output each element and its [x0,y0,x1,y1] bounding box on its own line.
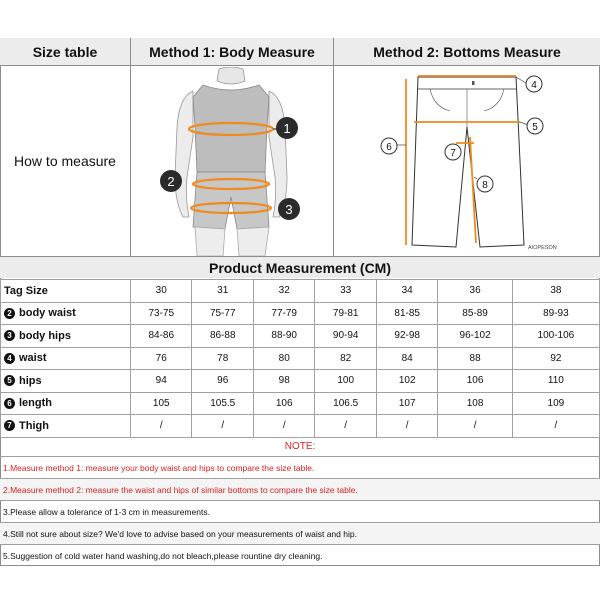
row-label-text: Thigh [19,419,49,432]
table-cell: 80 [253,347,314,370]
table-cell: 98 [253,370,314,393]
size-table-header: Size table [0,38,130,66]
table-cell: 102 [376,370,437,393]
row-label-text: body hips [19,329,71,342]
number-badge-icon: 7 [4,420,15,431]
size-header-cell: 36 [438,280,512,303]
tag-size-label: Tag Size [1,280,131,303]
marker-label: 3 [285,202,293,217]
table-cell: 109 [512,392,599,415]
row-label [1,325,131,348]
table-cell: / [192,415,253,438]
table-cell: 92 [512,347,599,370]
table-cell: 85-89 [438,302,512,325]
marker-label: 2 [167,174,175,189]
table-cell: 84 [376,347,437,370]
marker-label: 7 [450,148,456,159]
row-label [1,370,131,393]
table-cell: / [438,415,512,438]
size-header-cell: 32 [253,280,314,303]
row-label [1,347,131,370]
table-row [1,392,600,415]
brand-watermark: AIOPESON [528,245,557,251]
table-cell: 82 [315,347,376,370]
marker-label: 8 [482,180,488,191]
note-line: 2.Measure method 2: measure the waist and hips of similar bottoms to compare the size table. [0,478,600,500]
size-header-cell: 33 [315,280,376,303]
row-label-text: hips [19,374,42,387]
table-row [1,302,600,325]
table-cell: 100-106 [512,325,599,348]
how-to-measure-label: How to measure [14,153,116,169]
table-cell: / [315,415,376,438]
size-header-cell: 31 [192,280,253,303]
row-label-text: length [19,397,52,410]
table-cell: 96-102 [438,325,512,348]
table-row [1,325,600,348]
table-cell: 89-93 [512,302,599,325]
table-cell: 90-94 [315,325,376,348]
table-row [1,415,600,438]
table-cell: 100 [315,370,376,393]
note-line: 5.Suggestion of cold water hand washing,do not bleach,please rountine dry cleaning. [0,544,600,566]
marker-label: 5 [532,122,538,133]
table-row [1,370,600,393]
row-label-text: body waist [19,307,76,320]
table-cell: 81-85 [376,302,437,325]
table-cell: 94 [131,370,192,393]
table-cell: 110 [512,370,599,393]
table-cell: 76 [131,347,192,370]
number-badge-icon: 2 [4,308,15,319]
note-line: 4.Still not sure about size? We'd love to advise based on your measurements of waist and hip. [0,522,600,544]
table-cell: 79-81 [315,302,376,325]
table-cell: / [512,415,599,438]
table-cell: 106 [253,392,314,415]
table-row [1,280,600,303]
table-cell: 106.5 [315,392,376,415]
row-label [1,302,131,325]
table-cell: / [253,415,314,438]
table-cell: 106 [438,370,512,393]
number-badge-icon: 3 [4,330,15,341]
table-cell: / [376,415,437,438]
table-cell: 78 [192,347,253,370]
table-cell: 92-98 [376,325,437,348]
product-measurement-title: Product Measurement (CM) [0,257,600,278]
note-line: 3.Please allow a tolerance of 1-3 cm in measurements. [0,500,600,522]
table-cell: 73-75 [131,302,192,325]
table-row [1,347,600,370]
size-table [0,279,600,438]
table-cell: 86-88 [192,325,253,348]
number-badge-icon: 4 [4,353,15,364]
size-header-cell: 38 [512,280,599,303]
row-label [1,392,131,415]
table-cell: 75-77 [192,302,253,325]
size-header-cell: 30 [131,280,192,303]
table-cell: 84-86 [131,325,192,348]
table-cell: 88 [438,347,512,370]
table-cell: 77-79 [253,302,314,325]
row-label [1,415,131,438]
size-header-cell: 34 [376,280,437,303]
number-badge-icon: 6 [4,398,15,409]
note-line: 1.Measure method 1: measure your body waist and hips to compare the size table. [0,456,600,478]
marker-label: 4 [531,80,537,91]
table-cell: 108 [438,392,512,415]
marker-label: 6 [386,142,392,153]
method2-header: Method 2: Bottoms Measure [334,38,600,66]
table-cell: 105 [131,392,192,415]
table-cell: 107 [376,392,437,415]
note-title: NOTE: [284,440,316,452]
table-cell: 105.5 [192,392,253,415]
table-cell: 96 [192,370,253,393]
marker-label: 1 [283,121,291,136]
method1-header: Method 1: Body Measure [131,38,333,66]
number-badge-icon: 5 [4,375,15,386]
bottoms-measure-illustration [334,67,600,256]
table-cell: / [131,415,192,438]
row-label-text: waist [19,352,47,365]
body-measure-illustration [131,67,333,256]
table-cell: 88-90 [253,325,314,348]
